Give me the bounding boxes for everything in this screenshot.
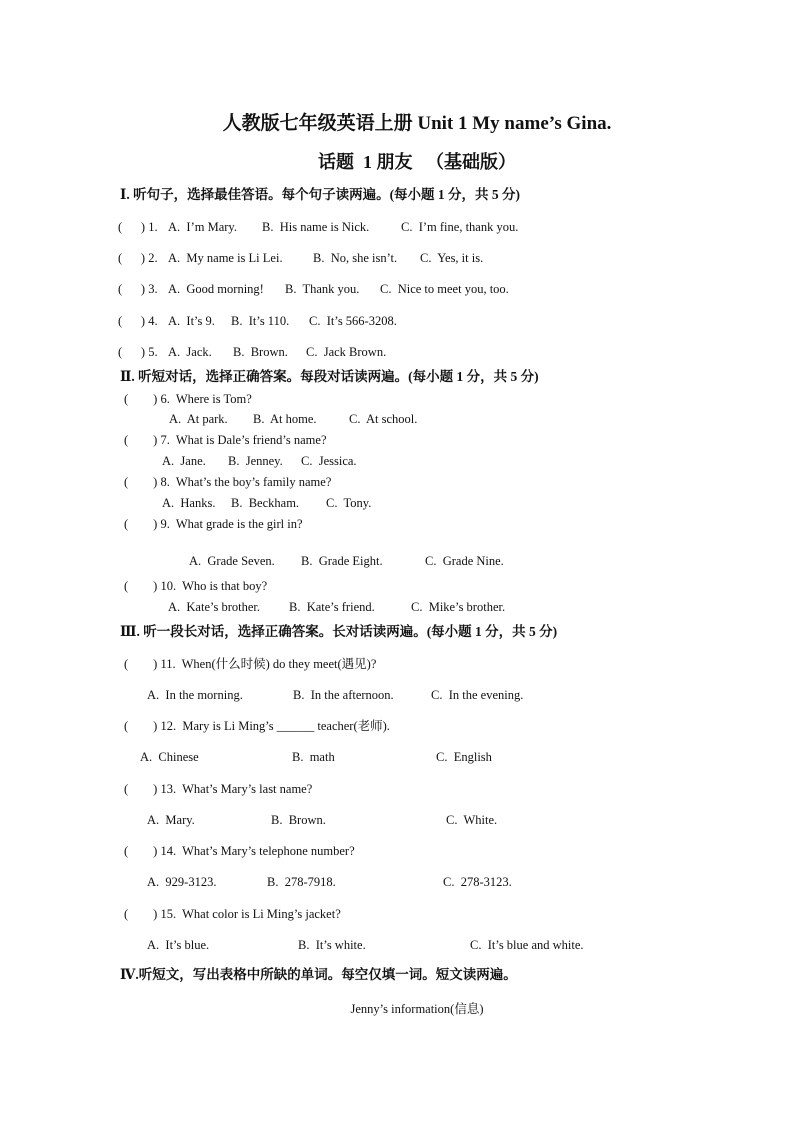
q13-stem: ( ) 13. What’s Mary’s last name?: [124, 782, 313, 796]
section-4-heading: Ⅳ.听短文，写出表格中所缺的单词。每空仅填一词。短文读两遍。: [120, 967, 517, 982]
table-caption: Jenny’s information(信息): [350, 1002, 484, 1016]
q7-option-c: C. Jessica.: [301, 454, 357, 468]
q10-option-a: A. Kate’s brother.: [168, 600, 260, 614]
q14-option-c: C. 278-3123.: [443, 875, 512, 889]
q2-option-b: B. No, she isn’t.: [313, 251, 398, 265]
q1-option-b: B. His name is Nick.: [262, 220, 370, 234]
q13-option-c: C. White.: [446, 813, 498, 827]
q3-number: ( ) 3.: [118, 282, 158, 296]
q5-option-a: A. Jack.: [168, 345, 212, 359]
q2-number: ( ) 2.: [118, 251, 158, 265]
q9-option-c: C. Grade Nine.: [425, 554, 504, 568]
section-3-heading: Ⅲ. 听一段长对话，选择正确答案。长对话读两遍。(每小题 1 分，共 5 分): [120, 624, 558, 639]
q12-option-c: C. English: [436, 750, 492, 764]
section-1-heading: Ⅰ. 听句子，选择最佳答语。每个句子读两遍。(每小题 1 分，共 5 分): [120, 187, 521, 202]
q12-option-a: A. Chinese: [140, 750, 199, 764]
q4-option-a: A. It’s 9.: [168, 314, 215, 328]
q2-option-c: C. Yes, it is.: [420, 251, 484, 265]
q15-stem: ( ) 15. What color is Li Ming’s jacket?: [124, 907, 341, 921]
section-2-heading: Ⅱ. 听短对话，选择正确答案。每段对话读两遍。(每小题 1 分，共 5 分): [120, 369, 539, 384]
q6-option-c: C. At school.: [349, 412, 418, 426]
q13-option-b: B. Brown.: [271, 813, 326, 827]
q8-option-c: C. Tony.: [326, 496, 372, 510]
q7-stem: ( ) 7. What is Dale’s friend’s name?: [124, 433, 327, 447]
q1-option-a: A. I’m Mary.: [168, 220, 237, 234]
q15-option-b: B. It’s white.: [298, 938, 366, 952]
q11-option-a: A. In the morning.: [147, 688, 243, 702]
q6-stem: ( ) 6. Where is Tom?: [124, 392, 252, 406]
q5-option-c: C. Jack Brown.: [306, 345, 387, 359]
q15-option-c: C. It’s blue and white.: [470, 938, 584, 952]
q6-option-b: B. At home.: [253, 412, 317, 426]
q4-option-c: C. It’s 566-3208.: [309, 314, 397, 328]
q7-option-b: B. Jenney.: [228, 454, 283, 468]
q9-option-a: A. Grade Seven.: [189, 554, 275, 568]
q2-option-a: A. My name is Li Lei.: [168, 251, 283, 265]
q3-option-c: C. Nice to meet you, too.: [380, 282, 509, 296]
q8-stem: ( ) 8. What’s the boy’s family name?: [124, 475, 332, 489]
q5-option-b: B. Brown.: [233, 345, 288, 359]
q15-option-a: A. It’s blue.: [147, 938, 210, 952]
q1-option-c: C. I’m fine, thank you.: [401, 220, 519, 234]
page-subtitle: 话题 1 朋友 （基础版）: [318, 152, 516, 172]
page-title: 人教版七年级英语上册 Unit 1 My name’s Gina.: [222, 113, 612, 134]
q7-option-a: A. Jane.: [162, 454, 206, 468]
q10-option-c: C. Mike’s brother.: [411, 600, 506, 614]
q14-stem: ( ) 14. What’s Mary’s telephone number?: [124, 844, 355, 858]
q4-number: ( ) 4.: [118, 314, 158, 328]
q1-number: ( ) 1.: [118, 220, 158, 234]
q10-stem: ( ) 10. Who is that boy?: [124, 579, 268, 593]
q11-stem: ( ) 11. When(什么时候) do they meet(遇见)?: [124, 657, 377, 671]
q13-option-a: A. Mary.: [147, 813, 195, 827]
q14-option-b: B. 278-7918.: [267, 875, 336, 889]
q11-option-b: B. In the afternoon.: [293, 688, 394, 702]
q4-option-b: B. It’s 110.: [231, 314, 290, 328]
q5-number: ( ) 5.: [118, 345, 158, 359]
q10-option-b: B. Kate’s friend.: [289, 600, 375, 614]
q8-option-a: A. Hanks.: [162, 496, 216, 510]
q6-option-a: A. At park.: [169, 412, 228, 426]
q9-option-b: B. Grade Eight.: [301, 554, 383, 568]
q9-stem: ( ) 9. What grade is the girl in?: [124, 517, 303, 531]
q14-option-a: A. 929-3123.: [147, 875, 217, 889]
q8-option-b: B. Beckham.: [231, 496, 300, 510]
q3-option-b: B. Thank you.: [285, 282, 360, 296]
q11-option-c: C. In the evening.: [431, 688, 524, 702]
q3-option-a: A. Good morning!: [168, 282, 264, 296]
q12-option-b: B. math: [292, 750, 335, 764]
q12-stem: ( ) 12. Mary is Li Ming’s ______ teacher(老师).: [124, 719, 390, 733]
